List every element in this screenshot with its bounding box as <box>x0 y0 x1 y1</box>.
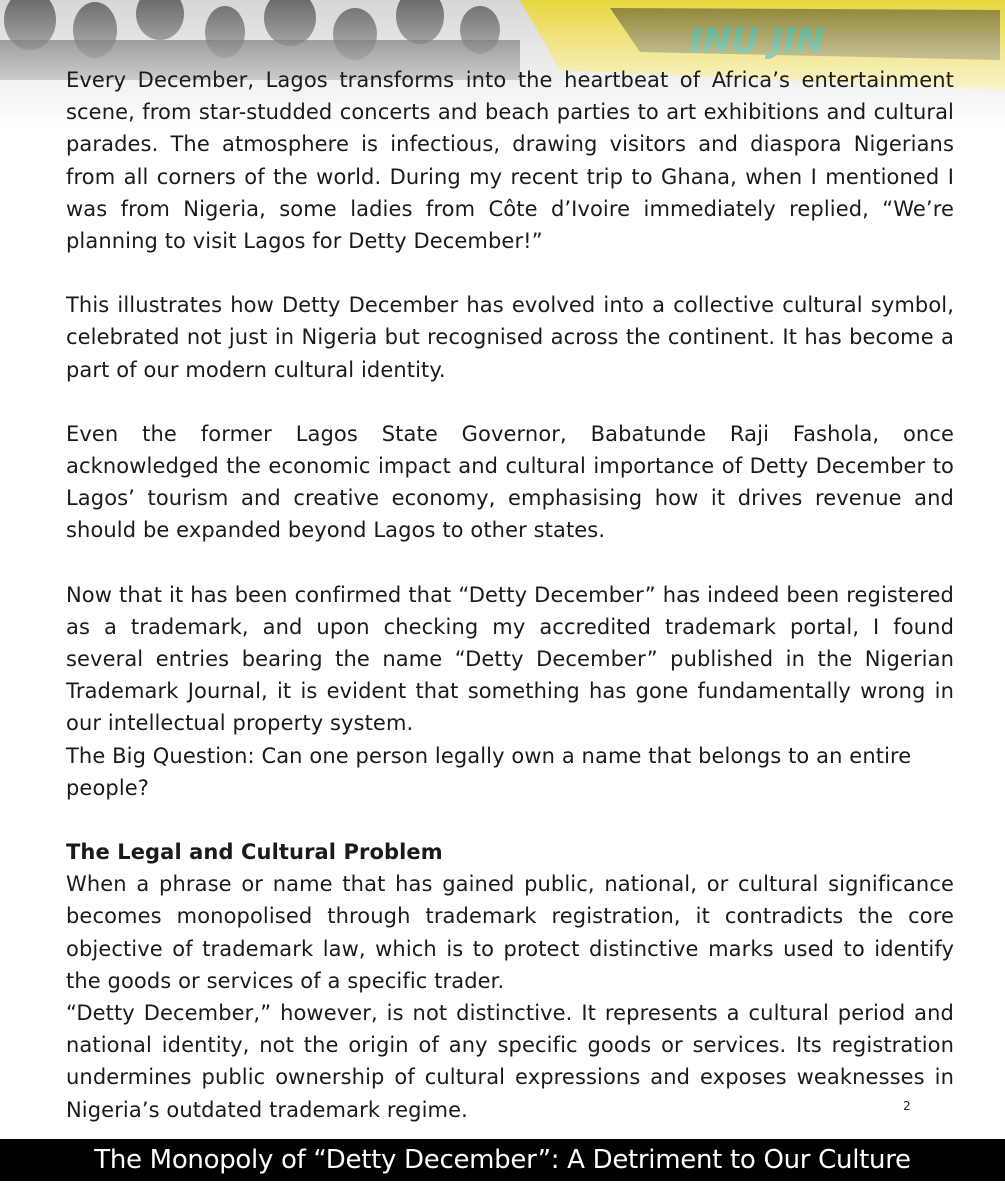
section-heading: The Legal and Cultural Problem <box>66 840 443 865</box>
paragraph-cultural-symbol: This illustrates how Detty December has evolved into a collective cultural symbol, celebrated not just in Nigeria but recognised across the continent. It has become a part of our modern cultural identity. <box>66 293 954 382</box>
paragraph-legal-problem: When a phrase or name that has gained public, national, or cultural significance becomes monopolised through trademark registration, it contradicts the core objective of trademark law, which is to protect distinctive marks used to identify the goods or services of a specific trader. <box>66 872 954 993</box>
paragraph-big-question: The Big Question: Can one person legally own a name that belongs to an entire people? <box>66 743 912 800</box>
footer-title: The Monopoly of “Detty December”: A Detriment to Our Culture <box>94 1145 911 1175</box>
page-number: 2 <box>903 1099 911 1113</box>
paragraph-trademark-confirmed: Now that it has been confirmed that “Detty December” has indeed been registered as a trademark, and upon checking my accredited trademark portal, I found several entries bearing the name “Detty December” published in the Nigerian Trademark Journal, it is evident that something has gone fundamentally wrong in our intellectual property system. <box>66 582 954 736</box>
paragraph-fashola: Even the former Lagos State Governor, Babatunde Raji Fashola, once acknowledged the economic impact and cultural importance of Detty December to Lagos’ tourism and creative economy, emphasising how it drives revenue and should be expanded beyond Lagos to other states. <box>66 421 954 543</box>
paragraph-intro: Every December, Lagos transforms into the heartbeat of Africa’s entertainment scene, from star-studded concerts and beach parties to art exhibitions and cultural parades. The atmosphere is infectious, drawing visitors and diaspora Nigerians from all corners of the world. During my recent trip to Ghana, when I mentioned I was from Nigeria, some ladies from Côte d’Ivoire immediately replied, “We’re planning to visit Lagos for Detty December!” <box>66 68 954 254</box>
paragraph-not-distinctive: “Detty December,” however, is not distinctive. It represents a cultural period and national identity, not the origin of any specific goods or services. Its registration undermines public ownership of cultural expressions and exposes weaknesses in Nigeria’s outdated trademark regime. <box>66 1001 954 1122</box>
footer-title-bar <box>0 1139 1005 1181</box>
article-body <box>66 64 954 1126</box>
